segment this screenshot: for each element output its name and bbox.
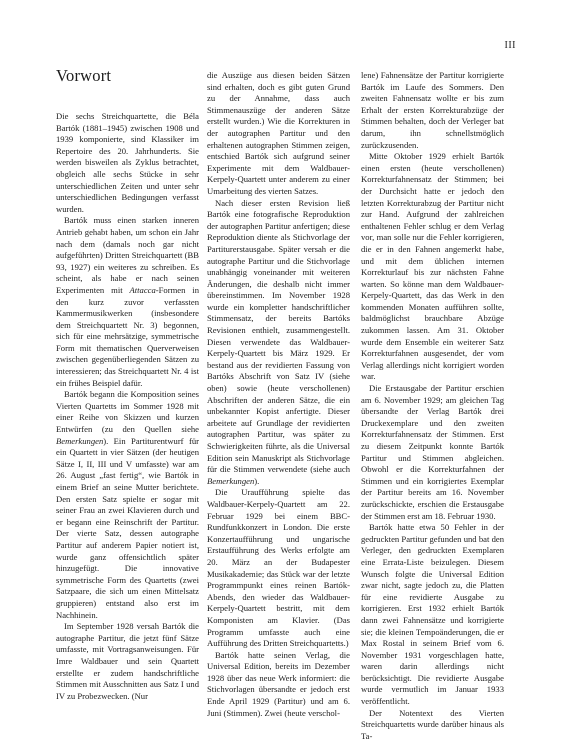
text-run: Bartók hatte etwa 50 Fehler in der gedruckten Partitur gefunden und bat den Verleger, den gedruckten Exemplaren eine Errata-Liste beizulegen. Diesem Wunsch folgte die Universal Edition zwar nicht, sagte jedoch zu, die Platten für eine revidierte Ausgabe zu korrigieren. Erst 1932 erhielt Bartók dann zwei Fahnensätze und korrigierte sie; die kleinen Tempoänderungen, die er Max Rostal in seinem Brief vom 6. November 1931 vorgeschlagen hatte, waren darin allerdings nicht berücksichtigt. Die revidierte Ausgabe wurde vermutlich im Januar 1933 veröffentlicht. <box>361 522 504 707</box>
paragraph <box>361 383 504 522</box>
text-run: Bartók begann die Komposition seines Vierten Quartetts im Sommer 1928 mit einer Reihe von Skizzen und kurzen Entwürfen (zu den Quellen siehe <box>56 389 199 435</box>
page-title: Vorwort <box>56 66 112 85</box>
text-run: Die Uraufführung spielte das Waldbauer-Kerpely-Quartett am 22. Februar 1929 bei einem BBC-Rundfunkkonzert in London. Die erste Konzertaufführung und ungarische Erstaufführung des Werks erfolgte am 20. März an der Budapester Musikakademie; das Stück war der letzte Programmpunkt eines reinen Bartók-Abends, den wieder das Waldbauer-Kerpely-Quartett bestritt, mit dem Komponisten am Klavier. (Das Programm umfasste auch eine Aufführung des Dritten Streichquartetts.) <box>207 487 350 649</box>
text-run: lene) Fahnensätze der Partitur korrigierte Bartók im Laufe des Sommers. Den zweiten Fahnensatz wollte er bis zum Erhalt der ersten Korrekturabzüge der Stimmen behalten, doch der Verleger bat darum, ihn schnellstmöglich zurückzusenden. <box>361 70 504 150</box>
text-column-1 <box>56 111 199 702</box>
italic-term: Bemerkungen <box>207 475 255 486</box>
paragraph <box>56 111 199 215</box>
text-column-3 <box>361 70 504 742</box>
text-run: Bartók muss einen starken inneren Antrieb gehabt haben, um schon ein Jahr nach dem (damals noch gar nicht aufgeführten) Dritten Streichquartett (BB 93, 1927) ein weiteres zu schreiben. Es scheint, als habe er nach seinen Experimenten mit <box>56 215 199 295</box>
italic-term: Bemerkungen <box>56 435 104 446</box>
page-number: III <box>504 40 516 51</box>
text-run: Nach dieser ersten Revision ließ Bartók eine fotografische Reproduktion der autographen Partitur anfertigen; diese Reproduktion diente als Stichvorlage der Partiturerstausgabe. Später versah er die autographe Partitur und die Stichvorlage unabhängig voneinander mit weiteren Änderungen, die deshalb nicht immer übereinstimmen. Im November 1928 wurde ein kompletter handschriftlicher Stimmensatz, der bereits Bartóks Revisionen enthielt, zusammengestellt. Diesen verwendete das Waldbauer-Kerpely-Quartett bis März 1929. Er bestand aus der revidierten Fassung von Bartóks Abschrift von Satz IV (siehe oben) sowie (heute verschollenen) Abschriften der anderen Sätze, die ein unbekannter Kopist anfertigte. Dieser arbeitete auf Grundlage der revidierten autographen Partitur, was später zu Schwierigkeiten führte, als die Universal Edition sein Manuskript als Stichvorlage für die Stimmen verwendete (siehe auch <box>207 197 350 475</box>
text-run: Die Erstausgabe der Partitur erschien am 6. November 1929; am gleichen Tag übersandte der Verlag Bartók drei Druckexemplare und den zweiten Korrekturfahnensatz der Stimmen. Erst zu diesem Zeitpunkt konnte Bartók Partitur und Stimmen abgleichen. Obwohl er die Korrekturfahnen der Stimmen und ein korrigiertes Exemplar der Partitur bereits am 16. November zurückschickte, erschien die Erstausgabe der Stimmen erst am 18. Februar 1930. <box>361 383 504 521</box>
text-run: Die sechs Streichquartette, die Béla Bartók (1881–1945) zwischen 1908 und 1939 komponierte, sind Klassiker im Repertoire des 20. Jahrhunderts. Sie werden bisweilen als Zyklus betrachtet, obgleich alle sechs Stücke in sehr unterschiedlichen Zeiten und unter sehr unterschiedlichen Bedingungen verfasst wurden. <box>56 111 199 214</box>
paragraph <box>207 650 350 720</box>
text-run: Der Notentext des Vierten Streichquartetts wurde darüber hinaus als Ta- <box>361 707 504 741</box>
text-column-2 <box>207 70 350 719</box>
italic-term: Attacca <box>129 284 156 295</box>
paragraph <box>361 70 504 151</box>
paragraph <box>361 522 504 708</box>
text-run: ). <box>254 475 260 486</box>
paragraph <box>56 215 199 389</box>
text-run: -Formen in den kurz zuvor verfassten Kammermusikwerken (insbesondere dem Streichquartett Nr. 3) begonnen, sich für eine mehrsätzige, symmetrische Form mit thematischen Querverweisen zwischen gegenüberliegenden Sätzen zu interessieren; das Streichquartett Nr. 4 ist ein frühes Beispiel dafür. <box>56 284 199 388</box>
text-run: ). Ein Partiturentwurf für ein Quartett in vier Sätzen (der heutigen Sätze I, II, III und V umfasste) war am 26. August „fast fertig“, wie Bartók in einem Brief an seine Mutter berichtete. Den ersten Satz spielte er sogar mit seiner Frau an zwei Klavieren durch und er begann eine Reinschrift der Partitur. Der vierte Satz, dessen autographe Partitur auf anderem Papier notiert ist, wurde ganz offensichtlich später hinzugefügt. Die innovative symmetrische Form des Quartetts (zwei Satzpaare, die sich um einen Mittelsatz gruppieren) entstand also erst im Nachhinein. <box>56 435 199 620</box>
paragraph <box>361 708 504 743</box>
text-run: Bartók hatte seinen Verlag, die Universal Edition, bereits im Dezember 1928 über das neue Werk informiert: die Stichvorlagen übersandte er jedoch erst Ende April 1929 (Partitur) und am 6. Juni (Stimmen). Zwei (heute verschol- <box>207 649 350 718</box>
text-run: die Auszüge aus diesen beiden Sätzen sind erhalten, doch es gibt guten Grund zu der Annahme, dass auch Stimmenauszüge der anderen Sätze erstellt wurden.) Wie die Korrekturen in der autographen Partitur und den erhaltenen autographen Stimmen zeigen, entschied Bartók sich aufgrund seiner Experimente mit dem Waldbauer-Kerpely-Quartett unter anderem zu einer Umarbeitung des vierten Satzes. <box>207 70 350 196</box>
paragraph <box>56 621 199 702</box>
text-run: Mitte Oktober 1929 erhielt Bartók einen ersten (heute verschollenen) Korrekturfahnensatz der Stimmen; bei der Durchsicht hatte er jedoch den letzten Korrekturabzug der Partitur nicht zur Hand. Aufgrund der zahlreichen enthaltenen Fehler schlug er dem Verlag vor, man solle nur die Fehler korrigieren, die er in den Fahnen angemerkt habe, und mit dem üblichen internen Korrekturlauf bis zur nächsten Fahne warten. So könne man dem Waldbauer-Kerpely-Quartett, das das Werk in den kommenden Monaten aufführen sollte, baldmöglichst brauchbare Abzüge zukommen lassen. Am 31. Oktober wurde dem Ensemble ein weiterer Satz Korrekturfahnen ausgesendet, der vom Verlag allerdings nicht korrigiert worden war. <box>361 151 504 382</box>
paragraph <box>207 70 350 198</box>
paragraph <box>56 389 199 621</box>
text-run: Im September 1928 versah Bartók die autographe Partitur, die jetzt fünf Sätze umfasste, mit Vortragsanweisungen. Für Imre Waldbauer und sein Quartett erstellte er zudem handschriftliche Stimmen mit Ausschnitten aus Satz I und IV zu Probezwecken. (Nur <box>56 621 199 701</box>
paragraph <box>361 151 504 383</box>
paragraph <box>207 487 350 649</box>
paragraph <box>207 198 350 488</box>
